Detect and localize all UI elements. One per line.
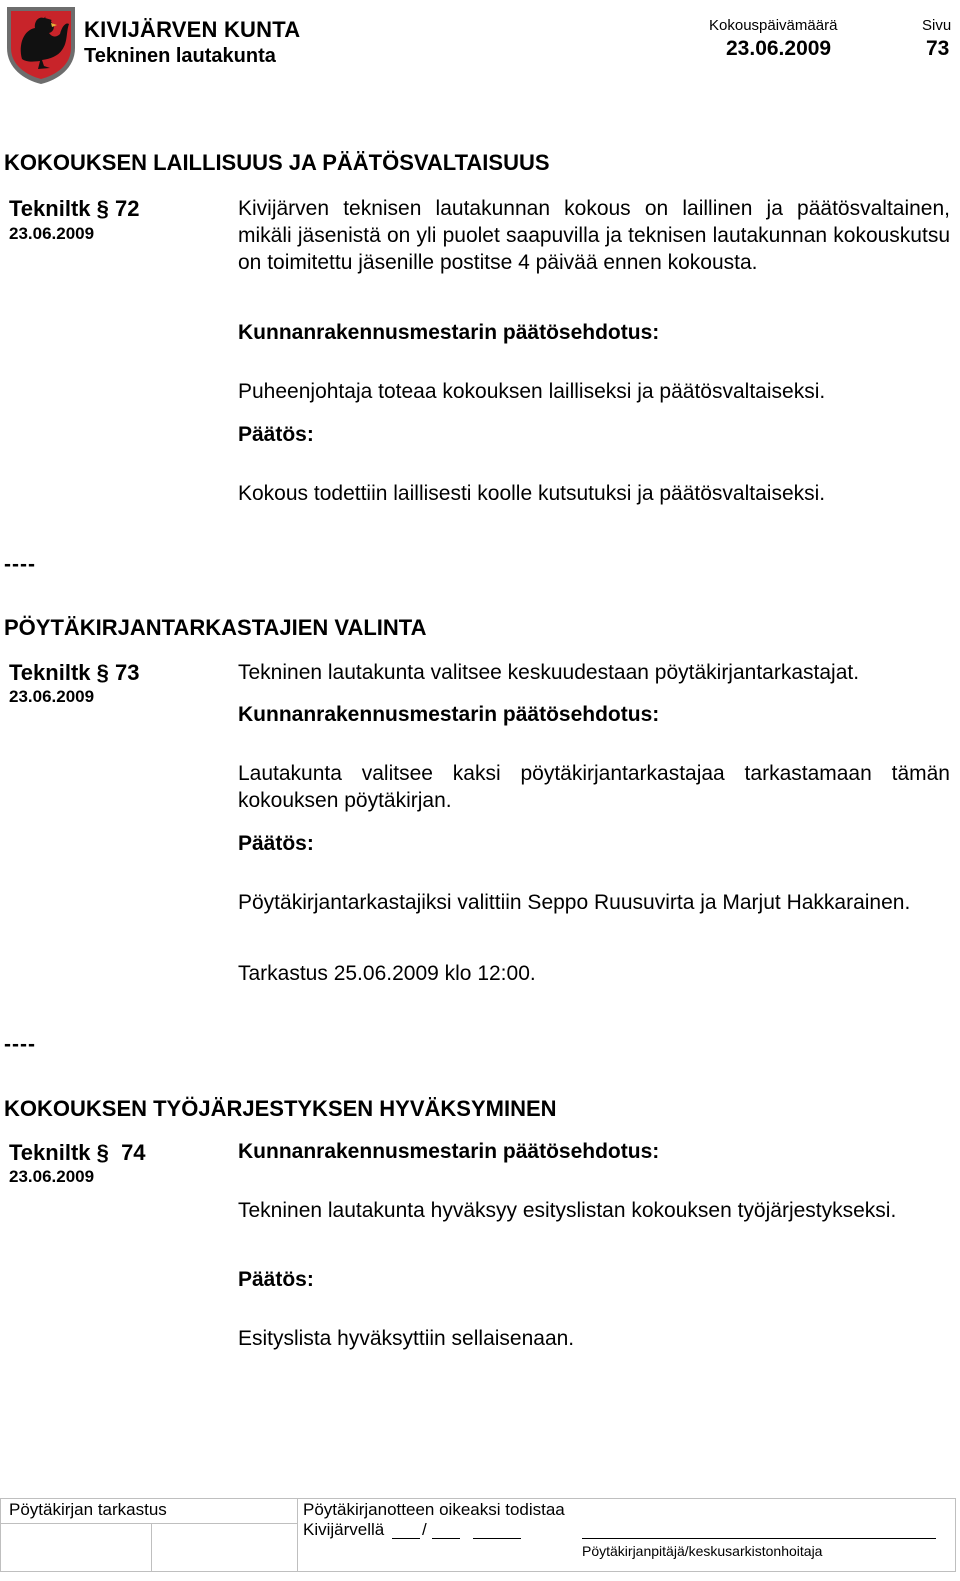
paragraph-date-72: 23.06.2009	[9, 224, 95, 243]
paragraph-id-72: Tekniltk § 72	[9, 196, 140, 221]
intro-text-72: Kivijärven teknisen lautakunnan kokous on laillinen ja päätösvaltainen, mikäli jäsenistä on yli puolet saapuvilla ja teknisen lautakunnan kokouskutsu on toimitettu jäsenille postitse 4 päivää ennen kokousta.	[238, 197, 950, 274]
certified-copy-label: Pöytäkirjanotteen oikeaksi todistaa	[303, 1500, 565, 1519]
signing-place: Kivijärvellä	[303, 1520, 385, 1539]
section-title-legality: KOKOUKSEN LAILLISUUS JA PÄÄTÖSVALTAISUUS	[4, 150, 550, 175]
proposal-text-72: Puheenjohtaja toteaa kokouksen lailliseksi ja päätösvaltaiseksi.	[238, 380, 826, 403]
inspection-time-text: Tarkastus 25.06.2009 klo 12:00.	[238, 962, 536, 985]
decision-label-73: Päätös:	[238, 832, 314, 855]
paragraph-date-74: 23.06.2009	[9, 1167, 95, 1186]
month-blank-line	[432, 1538, 460, 1539]
page-number: 73	[926, 37, 950, 60]
year-blank-line	[473, 1538, 521, 1539]
intro-text-73: Tekninen lautakunta valitsee keskuudestaan pöytäkirjantarkastajat.	[238, 661, 860, 684]
board-name: Tekninen lautakunta	[84, 45, 276, 67]
meeting-date: 23.06.2009	[726, 37, 832, 60]
signature-blank-line	[582, 1538, 936, 1539]
section-title-inspectors: PÖYTÄKIRJANTARKASTAJIEN VALINTA	[4, 615, 427, 640]
municipal-coat-of-arms-logo	[4, 4, 78, 86]
decision-text-73: Pöytäkirjantarkastajiksi valittiin Seppo Ruusuvirta ja Marjut Hakkarainen.	[238, 891, 911, 914]
page-label: Sivu	[922, 17, 952, 34]
proposal-text-73: Lautakunta valitsee kaksi pöytäkirjantarkastajaa tarkastamaan tämän kokouksen pöytäkirjan.	[238, 762, 950, 812]
date-slash: /	[422, 1520, 427, 1539]
section-title-agenda: KOKOUKSEN TYÖJÄRJESTYKSEN HYVÄKSYMINEN	[4, 1096, 557, 1121]
proposal-label-74: Kunnanrakennusmestarin päätösehdotus:	[238, 1140, 660, 1163]
minutes-inspection-label: Pöytäkirjan tarkastus	[9, 1500, 167, 1519]
paragraph-id-73: Tekniltk § 73	[9, 660, 140, 685]
section-separator: ----	[4, 553, 36, 576]
decision-text-72: Kokous todettiin laillisesti koolle kutsutuksi ja päätösvaltaiseksi.	[238, 482, 826, 505]
municipality-name: KIVIJÄRVEN KUNTA	[84, 17, 301, 42]
day-blank-line	[392, 1538, 420, 1539]
proposal-label-73: Kunnanrakennusmestarin päätösehdotus:	[238, 703, 660, 726]
paragraph-id-74: Tekniltk § 74	[9, 1140, 146, 1165]
decision-label-72: Päätös:	[238, 423, 314, 446]
signer-title: Pöytäkirjanpitäjä/keskusarkistonhoitaja	[582, 1543, 823, 1559]
proposal-label-72: Kunnanrakennusmestarin päätösehdotus:	[238, 321, 660, 344]
section-separator: ----	[4, 1033, 36, 1056]
meeting-date-label: Kokouspäivämäärä	[709, 17, 838, 34]
decision-label-74: Päätös:	[238, 1268, 314, 1291]
decision-text-74: Esityslista hyväksyttiin sellaisenaan.	[238, 1327, 575, 1350]
paragraph-date-73: 23.06.2009	[9, 687, 95, 706]
proposal-text-74: Tekninen lautakunta hyväksyy esityslistan kokouksen työjärjestykseksi.	[238, 1199, 897, 1222]
